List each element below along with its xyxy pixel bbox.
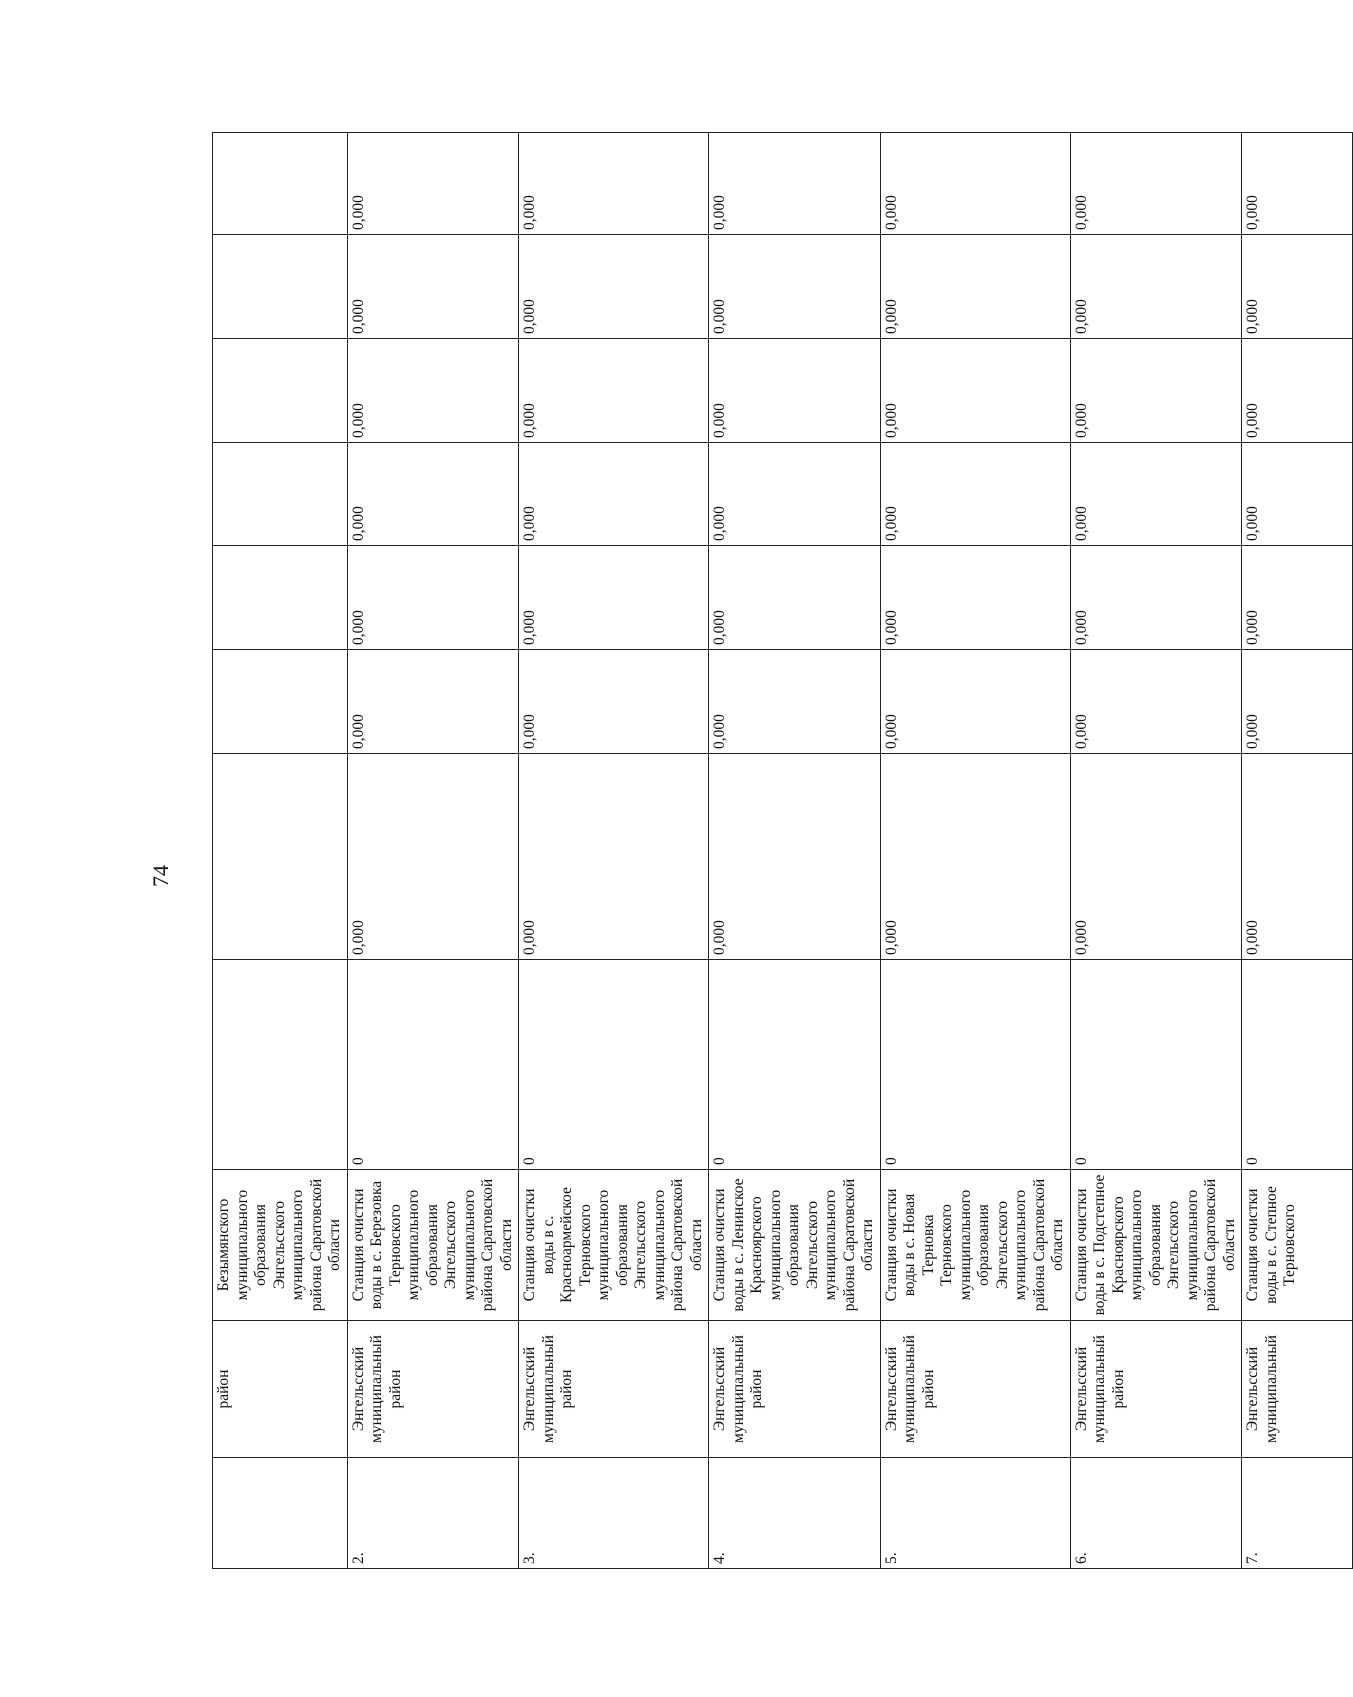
value-cell — [213, 546, 348, 650]
district-cell: Энгельсский муниципальный район — [709, 1321, 881, 1458]
value-cell: 0,000 — [709, 546, 881, 650]
value-cell: 0 — [347, 960, 519, 1170]
value-cell: 0,000 — [1242, 339, 1353, 443]
value-cell: 0,000 — [880, 546, 1070, 650]
value-cell: 0,000 — [709, 650, 881, 754]
value-cell: 0,000 — [1070, 339, 1242, 443]
value-cell: 0,000 — [880, 650, 1070, 754]
object-cell: Станция очистки воды в с. Березовка Терновского муниципального образования Энгельсского муниципального района Саратовской области — [347, 1170, 519, 1321]
value-cell: 0,000 — [880, 235, 1070, 339]
value-cell — [213, 960, 348, 1170]
value-cell: 0,000 — [880, 133, 1070, 235]
value-cell: 0,000 — [347, 235, 519, 339]
table-row — [709, 133, 881, 1569]
object-cell: Станция очистки воды в с. Новая Терновка Терновского муниципального образования Энгельсского муниципального района Саратовской области — [880, 1170, 1070, 1321]
value-cell: 0 — [1070, 960, 1242, 1170]
table-row — [519, 133, 709, 1569]
rotated-table-container — [212, 133, 1298, 1569]
row-number: 7. — [1242, 1458, 1353, 1569]
value-cell: 0,000 — [347, 546, 519, 650]
value-cell: 0 — [519, 960, 709, 1170]
object-cell: Станция очистки воды в с. Ленинское Красноярского муниципального образования Энгельсского муниципального района Саратовской области — [709, 1170, 881, 1321]
value-cell: 0 — [1242, 960, 1353, 1170]
value-cell — [213, 235, 348, 339]
value-cell: 0,000 — [709, 339, 881, 443]
value-cell — [213, 339, 348, 443]
row-number: 2. — [347, 1458, 519, 1569]
value-cell: 0,000 — [709, 443, 881, 546]
value-cell: 0,000 — [347, 443, 519, 546]
value-cell: 0,000 — [347, 650, 519, 754]
value-cell: 0,000 — [880, 443, 1070, 546]
object-cell: Станция очистки воды в с. Красноармейское Терновского муниципального образования Энгельсского муниципального района Саратовской области — [519, 1170, 709, 1321]
value-cell: 0,000 — [347, 133, 519, 235]
value-cell: 0,000 — [1242, 650, 1353, 754]
value-cell: 0,000 — [519, 443, 709, 546]
value-cell: 0,000 — [519, 133, 709, 235]
district-cell: Энгельсский муниципальный район — [1070, 1321, 1242, 1458]
table-row — [880, 133, 1070, 1569]
row-number — [213, 1458, 348, 1569]
page-number: 74 — [148, 865, 173, 887]
value-cell: 0,000 — [709, 754, 881, 960]
value-cell: 0,000 — [1242, 133, 1353, 235]
row-number: 3. — [519, 1458, 709, 1569]
district-cell: Энгельсский муниципальный район — [519, 1321, 709, 1458]
district-cell: Энгельсский муниципальный район — [880, 1321, 1070, 1458]
value-cell — [213, 650, 348, 754]
value-cell: 0,000 — [519, 339, 709, 443]
value-cell: 0,000 — [1242, 443, 1353, 546]
value-cell: 0,000 — [1242, 546, 1353, 650]
value-cell: 0,000 — [519, 235, 709, 339]
value-cell: 0,000 — [880, 754, 1070, 960]
value-cell — [213, 443, 348, 546]
value-cell: 0,000 — [519, 546, 709, 650]
value-cell: 0,000 — [1242, 754, 1353, 960]
value-cell: 0 — [880, 960, 1070, 1170]
value-cell: 0,000 — [709, 133, 881, 235]
value-cell: 0,000 — [880, 339, 1070, 443]
value-cell: 0,000 — [347, 754, 519, 960]
data-table — [212, 132, 1353, 1569]
table-row — [1070, 133, 1242, 1569]
row-number: 5. — [880, 1458, 1070, 1569]
table-row — [347, 133, 519, 1569]
value-cell: 0,000 — [1070, 443, 1242, 546]
value-cell: 0,000 — [1070, 754, 1242, 960]
value-cell: 0,000 — [1070, 546, 1242, 650]
value-cell: 0,000 — [1070, 650, 1242, 754]
object-cell: Станция очистки воды в с. Подстепное Красноярского муниципального образования Энгельсского муниципального района Саратовской области — [1070, 1170, 1242, 1321]
value-cell — [213, 754, 348, 960]
value-cell: 0,000 — [347, 339, 519, 443]
district-cell: Энгельсский муниципальный район — [347, 1321, 519, 1458]
value-cell: 0,000 — [1242, 235, 1353, 339]
value-cell: 0 — [709, 960, 881, 1170]
object-cell: Станция очистки воды в с. Степное Терновского — [1242, 1170, 1353, 1321]
table-row — [213, 133, 348, 1569]
value-cell: 0,000 — [519, 650, 709, 754]
value-cell: 0,000 — [709, 235, 881, 339]
table-row — [1242, 133, 1353, 1569]
row-number: 4. — [709, 1458, 881, 1569]
object-cell: Безымянского муниципального образования Энгельсского муниципального района Саратовской области — [213, 1170, 348, 1321]
value-cell: 0,000 — [1070, 133, 1242, 235]
row-number: 6. — [1070, 1458, 1242, 1569]
value-cell — [213, 133, 348, 235]
value-cell: 0,000 — [1070, 235, 1242, 339]
district-cell: Энгельсский муниципальный — [1242, 1321, 1353, 1458]
district-cell: район — [213, 1321, 348, 1458]
value-cell: 0,000 — [519, 754, 709, 960]
